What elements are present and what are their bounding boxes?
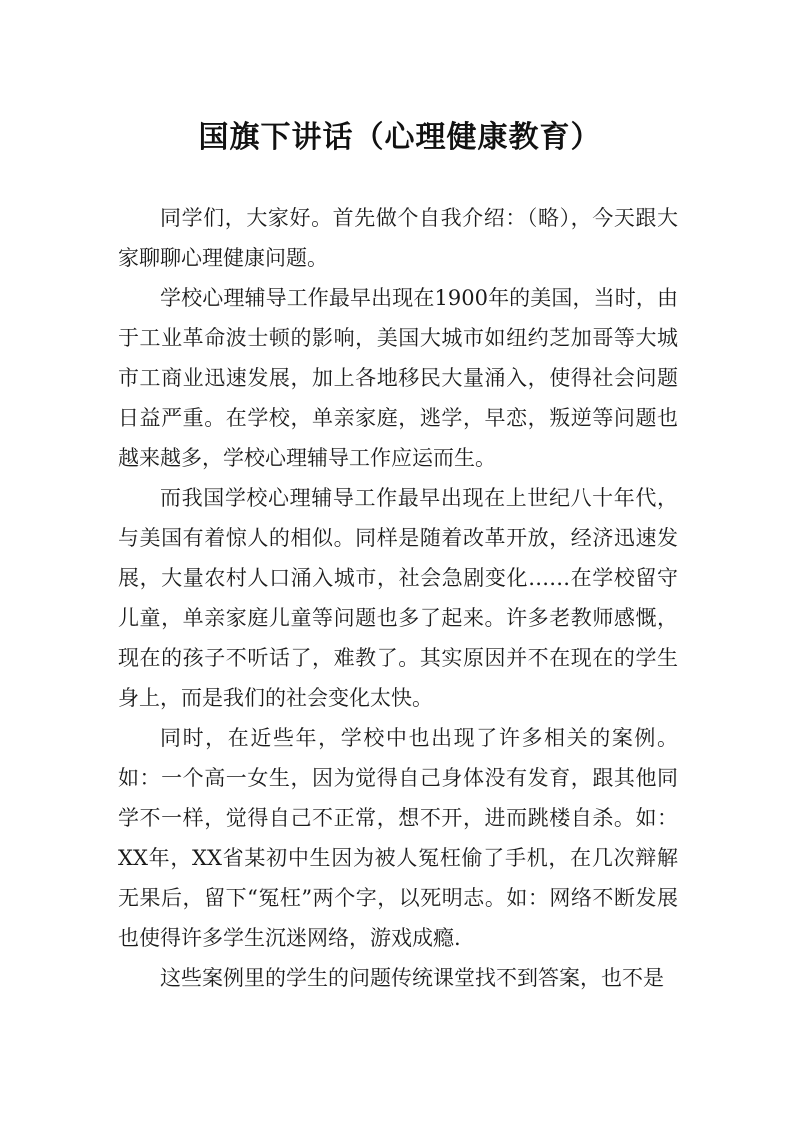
paragraph-china-history: 而我国学校心理辅导工作最早出现在上世纪八十年代，与美国有着惊人的相似。同样是随着改革开放，经济迅速发展，大量农村人口涌入城市，社会急剧变化……在学校留守儿童，单亲家庭儿童等问题也多了起来。许多老教师感慨，现在的孩子不听话了，难教了。其实原因并不在现在的学生身上，而是我们的社会变化太快。	[118, 486, 678, 710]
document-title: 国旗下讲话（心理健康教育）	[198, 120, 602, 156]
document-body	[118, 198, 678, 998]
paragraph-conclusion-partial: 这些案例里的学生的问题传统课堂找不到答案，也不是	[160, 966, 664, 990]
paragraph-intro: 同学们，大家好。首先做个自我介绍：（略），今天跟大家聊聊心理健康问题。	[118, 206, 678, 270]
paragraph-us-history: 学校心理辅导工作最早出现在1900年的美国，当时，由于工业革命波士顿的影响，美国大城市如纽约芝加哥等大城市工商业迅速发展，加上各地移民大量涌入，使得社会问题日益严重。在学校，单亲家庭，逃学，早恋，叛逆等问题也越来越多，学校心理辅导工作应运而生。	[118, 286, 678, 470]
paragraph-cases: 同时，在近些年，学校中也出现了许多相关的案例。如：一个高一女生，因为觉得自己身体没有发育，跟其他同学不一样，觉得自己不正常，想不开，进而跳楼自杀。如：XX年，XX省某初中生因为被人冤枉偷了手机，在几次辩解无果后，留下“冤枉”两个字，以死明志。如：网络不断发展也使得许多学生沉迷网络，游戏成瘾.	[118, 726, 678, 950]
